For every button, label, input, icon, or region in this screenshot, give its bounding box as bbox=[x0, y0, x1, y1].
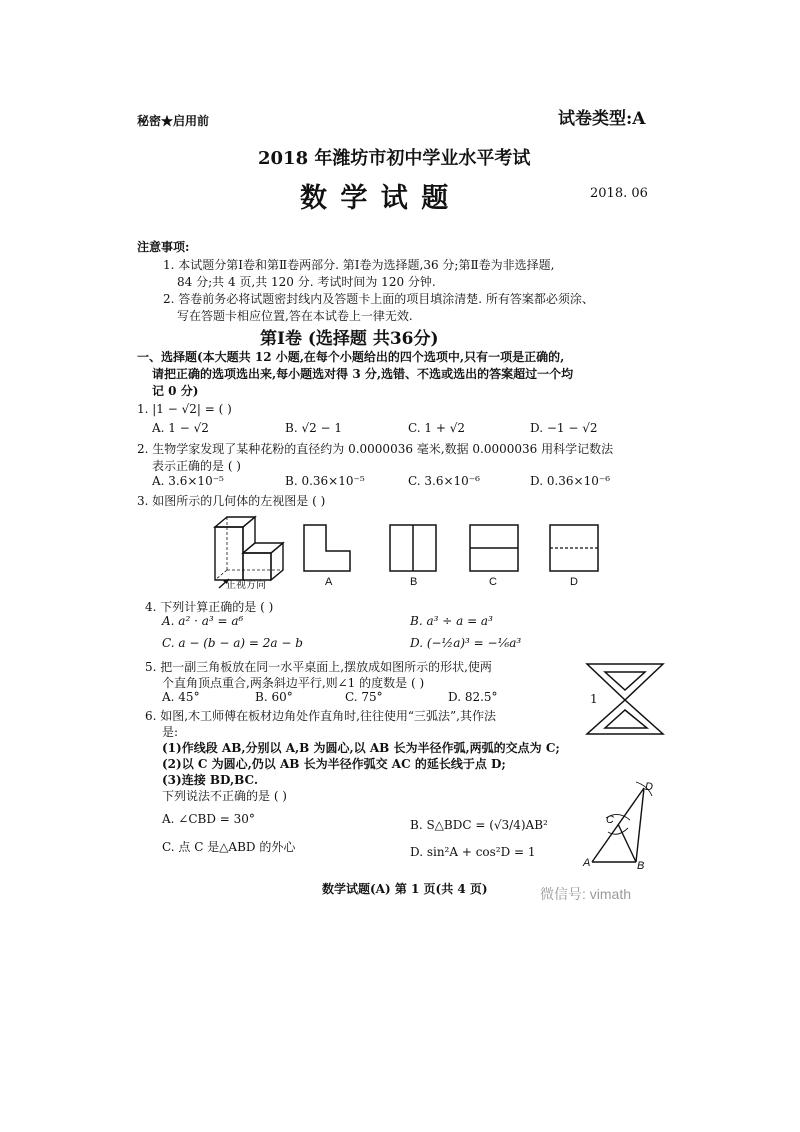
q3-option-b-label: B bbox=[410, 576, 418, 588]
q5-stem: 个直角顶点重合,两条斜边平行,则∠1 的度数是 ( ) bbox=[162, 676, 425, 690]
q3-option-b-figure bbox=[388, 523, 438, 573]
note-line: 84 分;共 4 页,共 120 分. 考试时间为 120 分钟. bbox=[177, 275, 436, 289]
wechat-watermark: 微信号: vimath bbox=[540, 886, 632, 902]
q2-stem: 2. 生物学家发现了某种花粉的直径约为 0.0000036 毫米,数据 0.0000036 用科学记数法 bbox=[137, 442, 614, 456]
view-direction-label: 正视方向 bbox=[226, 580, 266, 591]
q4-option-b: B. a³ ÷ a = a³ bbox=[410, 614, 493, 628]
q6-option-b: B. S△BDC = (√3/4)AB² bbox=[410, 818, 548, 832]
point-d-label: D bbox=[645, 781, 653, 793]
q3-option-a-label: A bbox=[325, 576, 333, 588]
q6-stem: 是: bbox=[162, 725, 179, 739]
q4-stem: 4. 下列计算正确的是 ( ) bbox=[145, 600, 274, 614]
section-title: 第Ⅰ卷 (选择题 共36分) bbox=[260, 329, 439, 349]
point-b-label: B bbox=[637, 860, 645, 872]
instructions-line: 一、选择题(本大题共 12 小题,在每个小题给出的四个选项中,只有一项是正确的, bbox=[137, 350, 565, 364]
q2-stem: 表示正确的是 ( ) bbox=[152, 459, 241, 473]
note-line: 写在答题卡相应位置,答在本试卷上一律无效. bbox=[177, 309, 413, 323]
q6-option-d: D. sin²A + cos²D = 1 bbox=[410, 845, 536, 859]
exam-title: 2018 年潍坊市初中学业水平考试 bbox=[258, 148, 531, 169]
q6-ask: 下列说法不正确的是 ( ) bbox=[162, 789, 287, 803]
notes-heading: 注意事项: bbox=[137, 240, 190, 254]
paper-type: 试卷类型:A bbox=[558, 109, 646, 129]
q1-stem: 1. |1 − √2| = ( ) bbox=[137, 402, 232, 416]
q6-construction-figure bbox=[578, 778, 668, 873]
q5-stem: 5. 把一副三角板放在同一水平桌面上,摆放成如图所示的形状,使两 bbox=[145, 660, 492, 674]
q1-option-c: C. 1 + √2 bbox=[408, 421, 465, 435]
q5-option-b: B. 60° bbox=[255, 690, 293, 704]
q1-option-d: D. −1 − √2 bbox=[530, 421, 598, 435]
q1-option-b: B. √2 − 1 bbox=[285, 421, 343, 435]
subject-title: 数 学 试 题 bbox=[300, 183, 451, 214]
q6-option-a: A. ∠CBD = 30° bbox=[162, 812, 255, 826]
q6-stem: 6. 如图,木工师傅在板材边角处作直角时,往往使用“三弧法”,其作法 bbox=[145, 709, 496, 723]
note-line: 1. 本试题分第Ⅰ卷和第Ⅱ卷两部分. 第Ⅰ卷为选择题,36 分;第Ⅱ卷为非选择题, bbox=[163, 258, 555, 272]
angle-1-label: 1 bbox=[590, 692, 598, 706]
q2-option-b: B. 0.36×10⁻⁵ bbox=[285, 474, 365, 488]
q4-option-d: D. (−½a)³ = −⅙a³ bbox=[410, 636, 522, 650]
q1-option-a: A. 1 − √2 bbox=[152, 421, 209, 435]
instructions-line: 请把正确的选项选出来,每小题选对得 3 分,选错、不选或选出的答案超过一个均 bbox=[152, 367, 574, 381]
q3-option-c-label: C bbox=[489, 576, 497, 588]
q5-option-d: D. 82.5° bbox=[448, 690, 498, 704]
secret-label: 秘密★启用前 bbox=[137, 114, 210, 128]
instructions-line: 记 0 分) bbox=[152, 384, 199, 398]
q5-option-a: A. 45° bbox=[162, 690, 200, 704]
q2-option-d: D. 0.36×10⁻⁶ bbox=[530, 474, 611, 488]
exam-date: 2018. 06 bbox=[590, 186, 648, 201]
note-line: 2. 答卷前务必将试题密封线内及答题卡上面的项目填涂清楚. 所有答案都必须涂、 bbox=[163, 292, 594, 306]
q2-option-c: C. 3.6×10⁻⁶ bbox=[408, 474, 480, 488]
q6-step: (2)以 C 为圆心,仍以 AB 长为半径作弧交 AC 的延长线于点 D; bbox=[162, 757, 506, 771]
point-c-label: C bbox=[606, 814, 614, 826]
q6-step: (3)连接 BD,BC. bbox=[162, 773, 259, 787]
page-footer: 数学试题(A) 第 1 页(共 4 页) bbox=[322, 882, 488, 896]
q2-option-a: A. 3.6×10⁻⁵ bbox=[152, 474, 224, 488]
q3-option-d-figure bbox=[548, 523, 600, 573]
point-a-label: A bbox=[583, 857, 591, 869]
q4-option-a: A. a² · a³ = a⁶ bbox=[162, 614, 244, 628]
q4-option-c: C. a − (b − a) = 2a − b bbox=[162, 636, 303, 650]
q6-option-c: C. 点 C 是△ABD 的外心 bbox=[162, 840, 296, 854]
q3-stem: 3. 如图所示的几何体的左视图是 ( ) bbox=[137, 494, 326, 508]
q3-option-a-figure bbox=[302, 523, 352, 573]
q3-option-d-label: D bbox=[570, 576, 578, 588]
q6-step: (1)作线段 AB,分别以 A,B 为圆心,以 AB 长为半径作弧,两弧的交点为 C; bbox=[162, 741, 560, 755]
q5-option-c: C. 75° bbox=[345, 690, 383, 704]
q3-option-c-figure bbox=[468, 523, 520, 573]
